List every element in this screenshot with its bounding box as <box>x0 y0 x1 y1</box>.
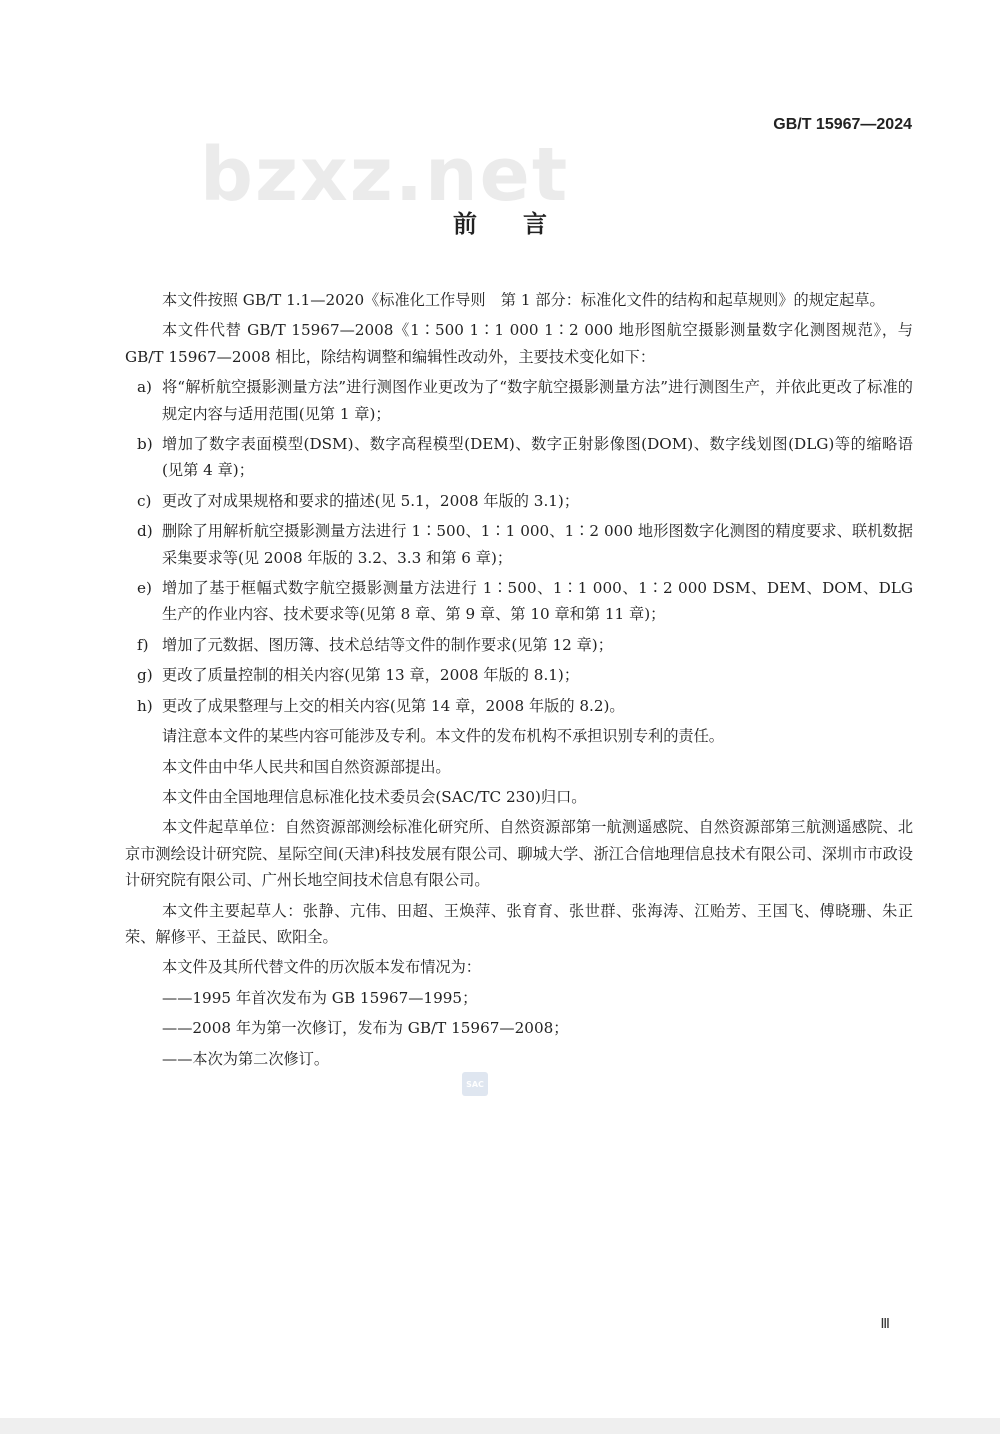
change-text: 增加了数字表面模型(DSM)、数字高程模型(DEM)、数字正射影像图(DOM)、数字线划图(DLG)等的缩略语(见第 4 章)； <box>162 435 913 480</box>
page-number: Ⅲ <box>880 1317 890 1332</box>
change-text: 更改了对成果规格和要求的描述(见 5.1，2008 年版的 3.1)； <box>162 491 580 510</box>
change-item <box>125 662 913 688</box>
change-item <box>125 575 913 628</box>
standard-number: GB/T 15967—2024 <box>773 116 912 133</box>
change-marker: a) <box>137 378 152 397</box>
watermark-text: bzxz.net <box>200 132 570 218</box>
change-item <box>125 632 913 658</box>
change-marker: h) <box>137 696 153 715</box>
change-item <box>125 693 913 719</box>
sac-logo: SAC <box>462 1072 488 1096</box>
change-marker: c) <box>137 491 152 510</box>
history-item: ——2008 年为第一次修订，发布为 GB/T 15967—2008； <box>162 1019 569 1038</box>
change-text: 删除了用解析航空摄影测量方法进行 1∶500、1∶1 000、1∶2 000 地形图数字化测图的精度要求、联机数据采集要求等(见 2008 年版的 3.2、3.3 和第 6 章)； <box>162 522 913 567</box>
paragraph-patent-notice: 请注意本文件的某些内容可能涉及专利。本文件的发布机构不承担识别专利的责任。 <box>162 727 724 746</box>
paragraph-drafting-rules: 本文件按照 GB/T 1.1—2020《标准化工作导则 第 1 部分：标准化文件的结构和起草规则》的规定起草。 <box>162 291 885 309</box>
paragraph-proposer: 本文件由中华人民共和国自然资源部提出。 <box>162 757 451 776</box>
history-item: ——本次为第二次修订。 <box>162 1049 330 1068</box>
change-text: 更改了成果整理与上交的相关内容(见第 14 章，2008 年版的 8.2)。 <box>162 696 625 715</box>
change-text: 将“解析航空摄影测量方法”进行测图作业更改为了“数字航空摄影测量方法”进行测图生产，并依此更改了标准的规定内容与适用范围(见第 1 章)； <box>162 378 913 423</box>
paragraph-committee: 本文件由全国地理信息标准化技术委员会(SAC/TC 230)归口。 <box>162 787 587 806</box>
change-text: 增加了基于框幅式数字航空摄影测量方法进行 1∶500、1∶1 000、1∶2 000 DSM、DEM、DOM、DLG 生产的作业内容、技术要求等(见第 8 章、第 9 章、第 10 章和第 11 章)； <box>162 579 913 624</box>
paragraph-replacement: 本文件代替 GB/T 15967—2008《1∶500 1∶1 000 1∶2 000 地形图航空摄影测量数字化测图规范》，与 GB/T 15967—2008 相比，除结构调整和编辑性改动外，主要技术变化如下： <box>125 321 913 366</box>
change-marker: b) <box>137 435 153 454</box>
change-text: 增加了元数据、图历簿、技术总结等文件的制作要求(见第 12 章)； <box>162 635 613 654</box>
change-marker: f) <box>137 635 149 654</box>
document-body <box>125 287 913 1076</box>
paragraph-drafting-units: 本文件起草单位：自然资源部测绘标准化研究所、自然资源部第一航测遥感院、自然资源部第三航测遥感院、北京市测绘设计研究院、星际空间(天津)科技发展有限公司、聊城大学、浙江合信地理信息技术有限公司、深圳市市政设计研究院有限公司、广州长地空间技术信息有限公司。 <box>125 818 913 890</box>
viewer-bottom-bar <box>0 1418 1000 1434</box>
paragraph-version-history: 本文件及其所代替文件的历次版本发布情况为： <box>162 958 481 977</box>
history-item: ——1995 年首次发布为 GB 15967—1995； <box>162 988 478 1007</box>
change-item <box>125 431 913 484</box>
change-text: 更改了质量控制的相关内容(见第 13 章，2008 年版的 8.1)； <box>162 666 580 685</box>
change-marker: e) <box>137 579 152 598</box>
change-item <box>125 518 913 571</box>
change-marker: d) <box>137 522 153 541</box>
page-title: 前言 <box>453 209 593 238</box>
change-item <box>125 488 913 514</box>
paragraph-drafters: 本文件主要起草人：张静、亢伟、田超、王焕萍、张育育、张世群、张海涛、江贻芳、王国飞、傅晓珊、朱正荣、解修平、王益民、欧阳全。 <box>125 901 913 946</box>
change-item <box>125 374 913 427</box>
change-marker: g) <box>137 666 153 685</box>
